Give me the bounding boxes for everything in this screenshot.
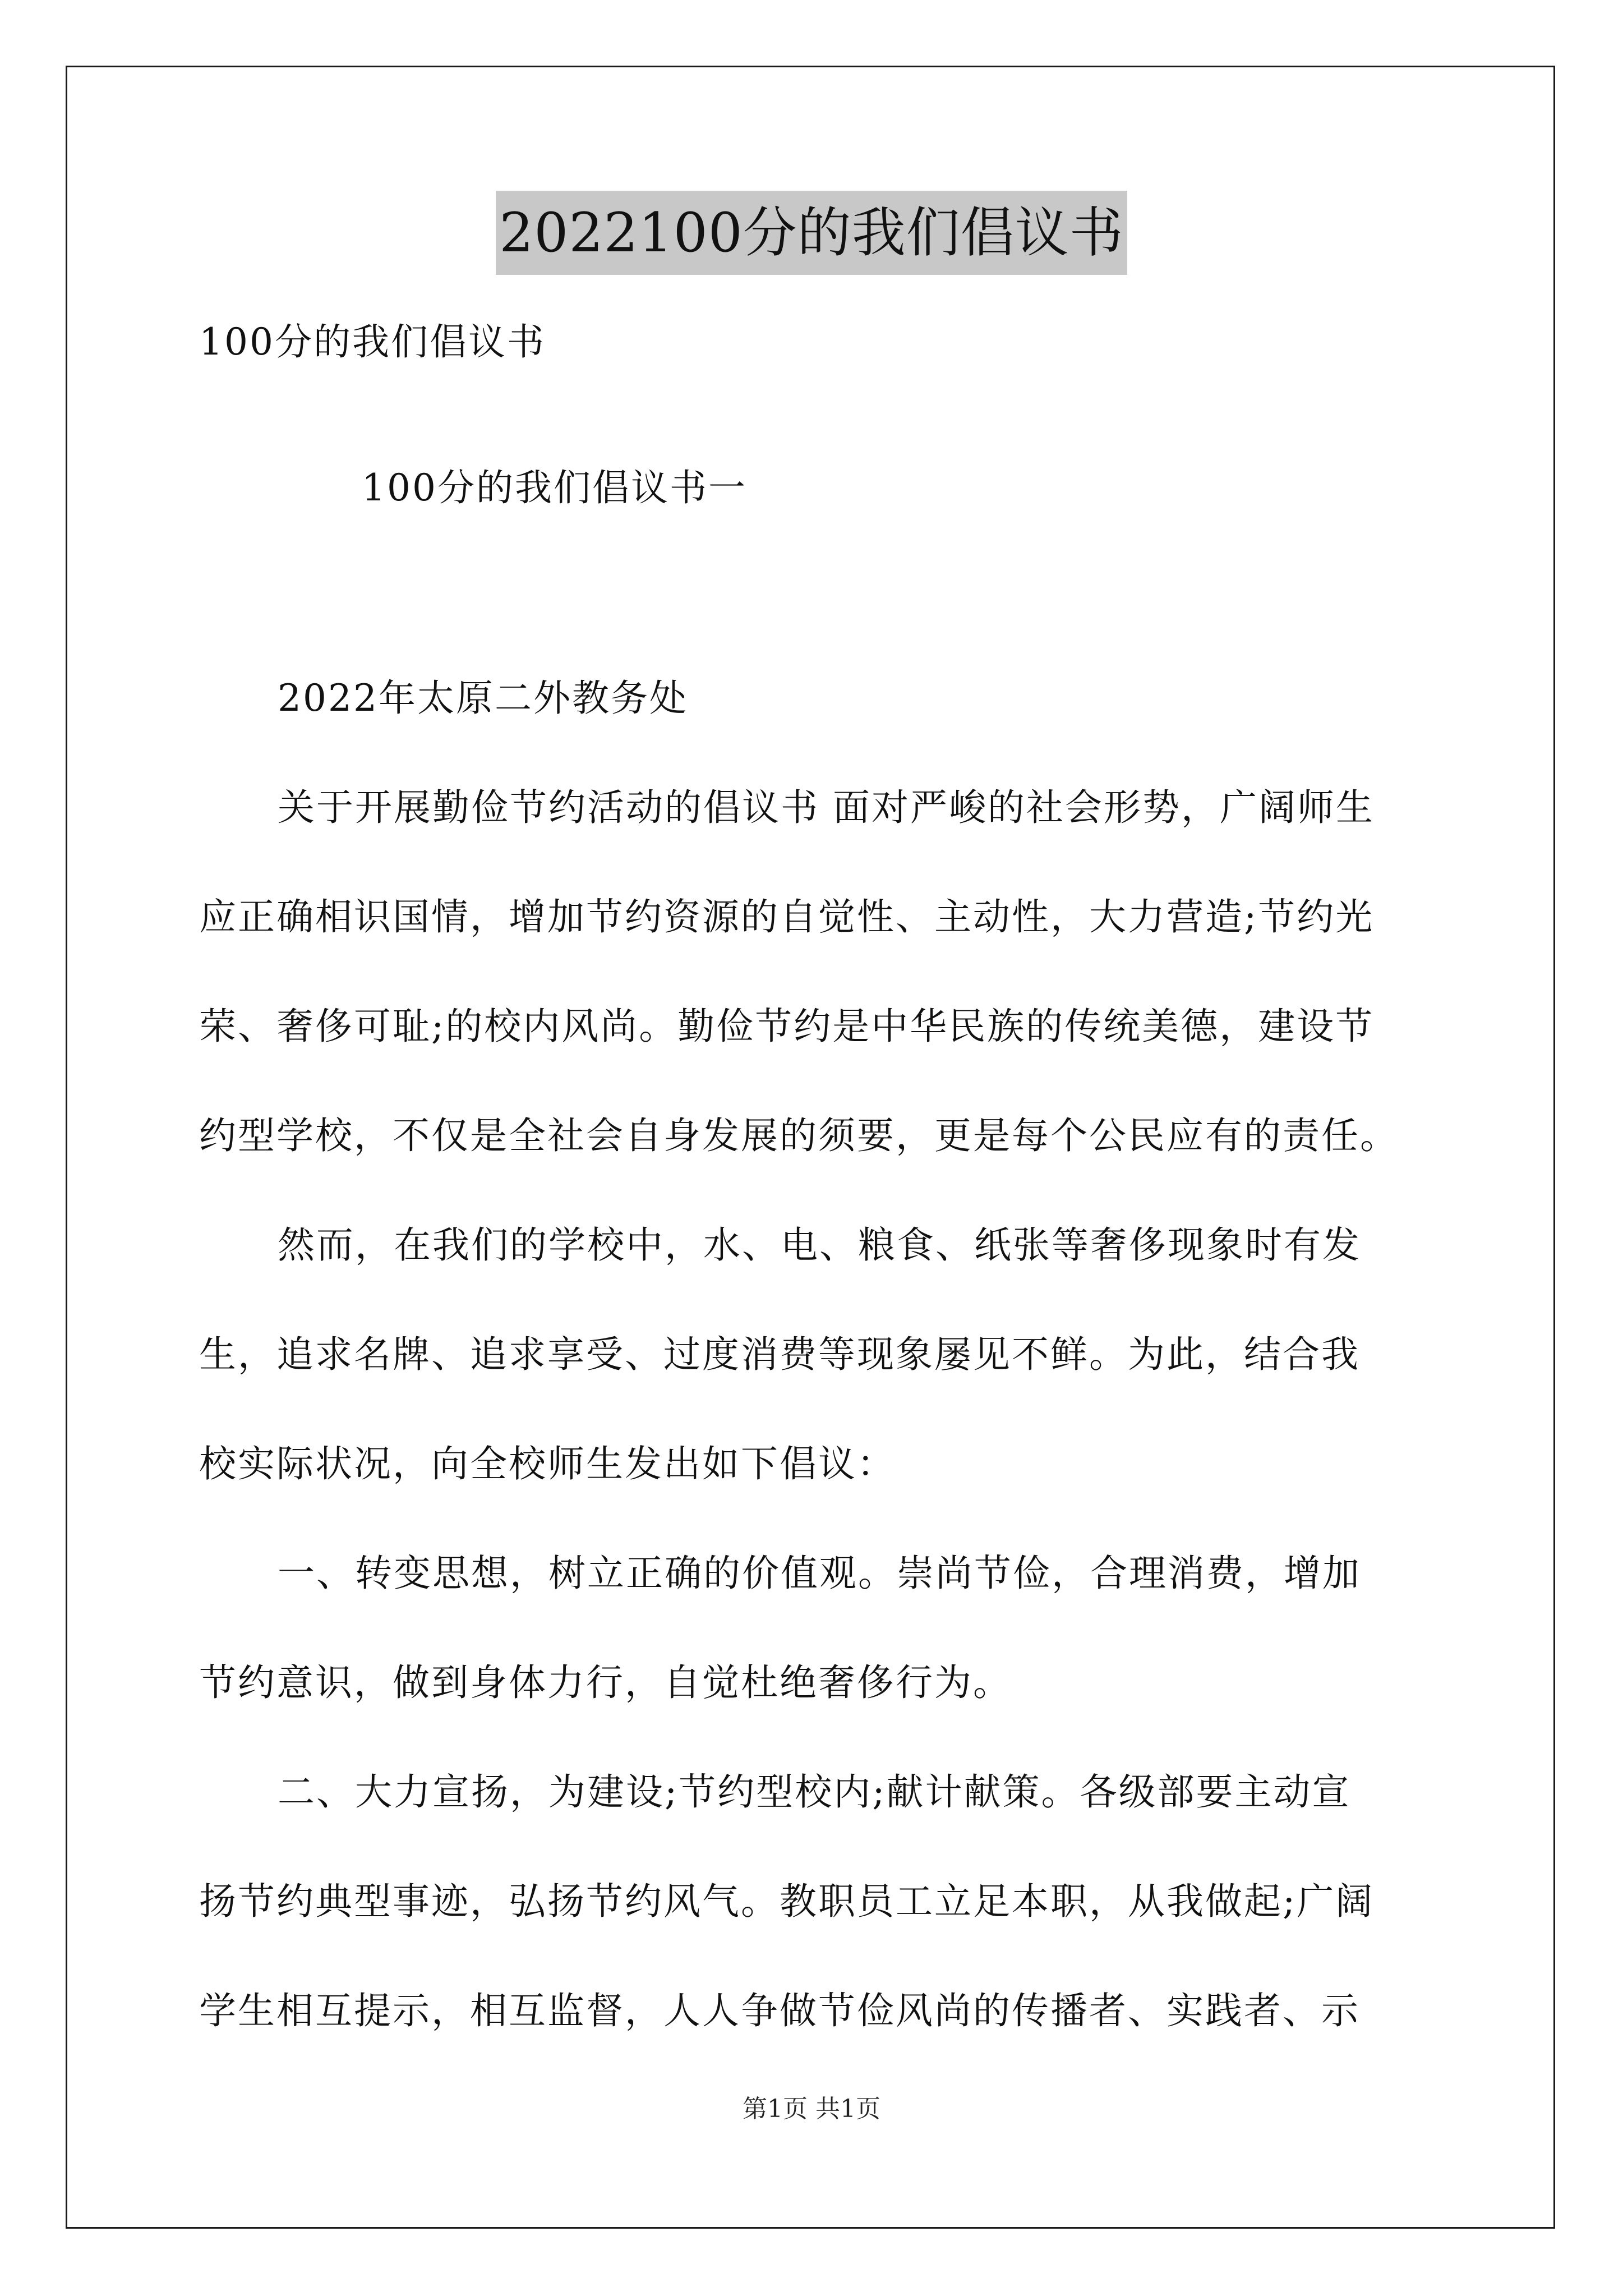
source-line: 2022年太原二外教务处 — [278, 677, 688, 720]
body-line: 扬节约典型事迹，弘扬节约风气。教职员工立足本职，从我做起;广阔 — [199, 1880, 1375, 1923]
body-line: 生，追求名牌、追求享受、过度消费等现象屡见不鲜。为此，结合我 — [199, 1333, 1360, 1376]
document-heading: 100分的我们倡议书 — [199, 320, 546, 364]
document-subheading: 100分的我们倡议书一 — [362, 466, 747, 509]
body-line: 一、转变思想，树立正确的价值观。崇尚节俭，合理消费，增加 — [278, 1552, 1361, 1595]
title-container — [0, 191, 1623, 275]
document-title: 2022100分的我们倡议书 — [496, 191, 1127, 275]
body-line: 节约意识，做到身体力行，自觉杜绝奢侈行为。 — [199, 1661, 1012, 1704]
body-line: 约型学校，不仅是全社会自身发展的须要，更是每个公民应有的责任。 — [199, 1114, 1399, 1157]
body-line: 学生相互提示，相互监督，人人争做节俭风尚的传播者、实践者、示 — [199, 1989, 1360, 2032]
body-line: 应正确相识国情，增加节约资源的自觉性、主动性，大力营造;节约光 — [199, 895, 1375, 938]
body-line: 校实际状况，向全校师生发出如下倡议： — [199, 1442, 896, 1485]
body-line: 二、大力宣扬，为建设;节约型校内;献计献策。各级部要主动宣 — [278, 1770, 1351, 1814]
body-line: 关于开展勤俭节约活动的倡议书 面对严峻的社会形势，广阔师生 — [278, 786, 1375, 829]
body-line: 荣、奢侈可耻;的校内风尚。勤俭节约是中华民族的传统美德，建设节 — [199, 1005, 1375, 1048]
page-number: 第1页 共1页 — [743, 2095, 880, 2123]
body-line: 然而，在我们的学校中，水、电、粮食、纸张等奢侈现象时有发 — [278, 1223, 1361, 1267]
